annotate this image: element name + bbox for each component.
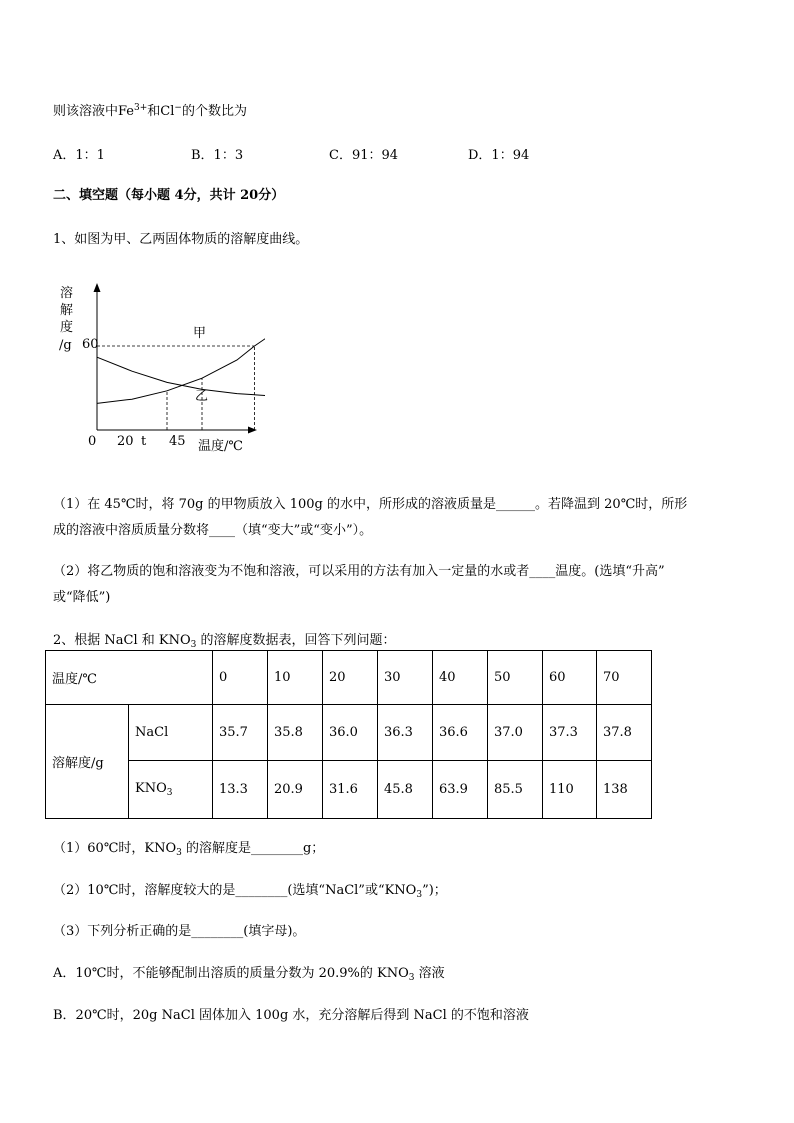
kno3-value-cell: 110 — [543, 761, 597, 819]
nacl-value-cell: 37.3 — [543, 705, 597, 761]
kno3-value-cell: 85.5 — [488, 761, 543, 819]
q2-sub1 — [53, 837, 324, 858]
q2-sub2-text: （2）10℃时，溶解度较大的是________(选填“NaCl”或“KNO — [53, 883, 417, 898]
q1-intro: 1、如图为甲、乙两固体物质的溶解度曲线。 — [53, 232, 309, 247]
table-row-kno3 — [46, 761, 652, 819]
y-axis-arrow — [94, 283, 101, 292]
question-text-part: 则该溶液中Fe — [53, 104, 135, 119]
subscript: 3 — [176, 848, 182, 858]
kno3-label-cell — [129, 761, 213, 819]
section-heading: 二、填空题（每小题 4分，共计 20分） — [53, 188, 285, 203]
kno3-value-cell: 31.6 — [323, 761, 378, 819]
q2-intro-text: 的溶解度数据表，回答下列问题： — [196, 633, 396, 648]
series-yi-curve — [97, 357, 265, 396]
temp-header-cell: 温度/℃ — [46, 651, 213, 705]
temp-cell: 30 — [378, 651, 433, 705]
subscript: 3 — [190, 640, 197, 650]
fe-charge: 3+ — [134, 103, 148, 113]
q2-option-b: B．20℃时，20g NaCl 固体加入 100g 水，充分溶解后得到 NaCl 的不饱和溶液 — [53, 1008, 529, 1023]
temp-cell: 40 — [433, 651, 488, 705]
ylabel-char: 溶 — [60, 286, 74, 301]
option-b: B．1：3 — [191, 148, 244, 163]
temp-cell: 50 — [488, 651, 543, 705]
q2-sub3: （3）下列分析正确的是________(填字母)。 — [53, 924, 306, 939]
ylabel-char: 解 — [60, 303, 74, 318]
subscript: 3 — [166, 788, 173, 798]
nacl-value-cell: 36.0 — [323, 705, 378, 761]
q2-option-a-text: 溶液 — [414, 966, 445, 981]
nacl-value-cell: 36.3 — [378, 705, 433, 761]
series-jia-label: 甲 — [193, 326, 207, 341]
x-tick-t: t — [141, 434, 147, 449]
q2-intro-text: 2、根据 NaCl 和 KNO — [53, 633, 191, 648]
option-a: A．1：1 — [53, 148, 105, 163]
question-text-part: 的个数比为 — [181, 104, 247, 119]
temp-cell: 0 — [213, 651, 268, 705]
temp-cell: 60 — [543, 651, 597, 705]
nacl-value-cell: 35.7 — [213, 705, 268, 761]
question-text-part: 和Cl — [147, 104, 175, 119]
cl-charge: − — [174, 103, 182, 113]
q1-part2-line1: （2）将乙物质的饱和溶液变为不饱和溶液，可以采用的方法有加入一定量的水或者____温度。(选填“升高” — [53, 564, 665, 579]
ylabel-char: /g — [59, 338, 72, 353]
x-axis-arrow — [248, 427, 257, 434]
q2-option-a-text: A．10℃时，不能够配制出溶质的质量分数为 20.9%的 KNO — [53, 966, 409, 981]
temp-cell: 10 — [268, 651, 323, 705]
origin-label: 0 — [88, 434, 97, 449]
temp-cell: 20 — [323, 651, 378, 705]
temp-cell: 70 — [597, 651, 652, 705]
q1-part2-line2: 或“降低”) — [53, 590, 111, 605]
nacl-value-cell: 35.8 — [268, 705, 323, 761]
q2-sub1-text: 的溶解度是________g； — [181, 841, 325, 856]
q2-option-a — [53, 962, 445, 983]
solubility-table — [45, 650, 652, 819]
question-intro — [53, 100, 247, 119]
solubility-header-cell: 溶解度/g — [46, 705, 129, 819]
q2-intro — [53, 629, 396, 650]
option-c: C．91：94 — [329, 148, 399, 163]
x-tick-45: 45 — [169, 434, 186, 449]
nacl-value-cell: 37.8 — [597, 705, 652, 761]
y-tick-60: 60 — [82, 337, 99, 352]
q2-sub1-text: （1）60℃时，KNO — [53, 841, 177, 856]
q2-sub2 — [53, 879, 447, 900]
table-row-nacl — [46, 705, 652, 761]
kno3-label: KNO — [135, 781, 167, 796]
q1-part1-line1: （1）在 45℃时，将 70g 的甲物质放入 100g 的水中，所形成的溶液质量是______。若降温到 20℃时，所形 — [53, 497, 688, 512]
kno3-value-cell: 138 — [597, 761, 652, 819]
ylabel-char: 度 — [60, 320, 74, 335]
x-axis-label: 温度/℃ — [198, 439, 243, 454]
subscript: 3 — [416, 890, 423, 900]
kno3-value-cell: 20.9 — [268, 761, 323, 819]
series-yi-label: 乙 — [195, 389, 209, 404]
solubility-chart — [55, 278, 265, 458]
kno3-value-cell: 63.9 — [433, 761, 488, 819]
option-d: D．1：94 — [468, 148, 530, 163]
table-row-temperature — [46, 651, 652, 705]
x-tick-20: 20 — [117, 434, 134, 449]
series-jia-curve — [97, 329, 265, 403]
kno3-value-cell: 45.8 — [378, 761, 433, 819]
nacl-value-cell: 36.6 — [433, 705, 488, 761]
kno3-value-cell: 13.3 — [213, 761, 268, 819]
nacl-label-cell: NaCl — [129, 705, 213, 761]
q2-sub2-text: ”)； — [422, 883, 447, 898]
q1-part1-line2: 成的溶液中溶质质量分数将____（填“变大”或“变小”）。 — [53, 523, 373, 538]
nacl-value-cell: 37.0 — [488, 705, 543, 761]
subscript: 3 — [408, 973, 415, 983]
